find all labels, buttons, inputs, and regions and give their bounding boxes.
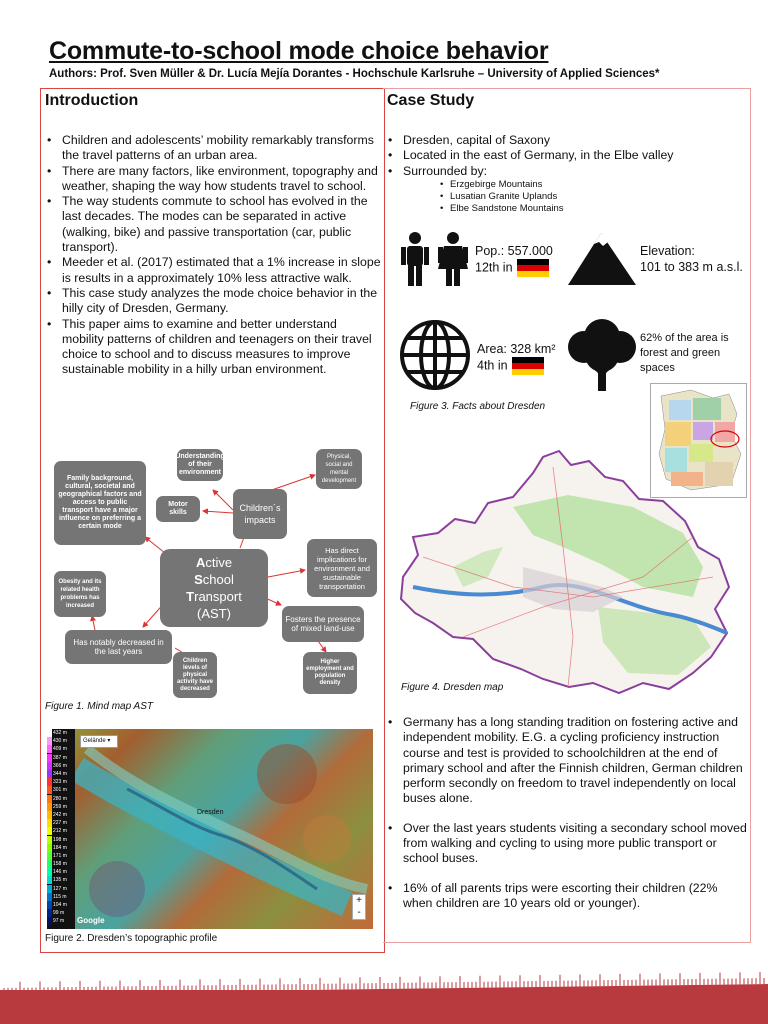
legend-entry <box>47 737 75 745</box>
legend-swatch <box>47 885 52 893</box>
legend-swatch <box>47 770 52 778</box>
central-line-4: (AST) <box>197 606 231 621</box>
introduction-heading: Introduction <box>45 92 139 109</box>
node-fosters: Fosters the presence of mixed land-use <box>282 606 364 642</box>
legend-value: 409 m <box>53 746 67 753</box>
mountain-item: • Erzgebirge Mountains <box>440 179 690 191</box>
legend-entry <box>47 893 75 901</box>
legend-value: 366 m <box>53 762 67 769</box>
case-study-bullet: • Located in the east of Germany, in the Elbe valley <box>386 148 746 163</box>
elevation-legend <box>47 729 75 929</box>
area-value: Area: 328 km² <box>477 342 556 356</box>
node-children-levels: Children levels of physical activity have decreased <box>173 652 217 698</box>
figure-2-caption: Figure 2. Dresden’s topographic profile <box>45 933 218 944</box>
case-study-bullet: • Dresden, capital of Saxony <box>386 133 746 148</box>
surrounding-mountains-list <box>440 179 690 215</box>
bottom-decorative-bar <box>0 990 768 1024</box>
legend-swatch <box>47 819 52 827</box>
central-line-3: Transport <box>186 589 242 604</box>
elevation-fact <box>640 243 743 275</box>
legend-value: 430 m <box>53 738 67 745</box>
legend-entry <box>47 803 75 811</box>
legend-value: 158 m <box>53 861 67 868</box>
ruler-decoration <box>0 966 768 994</box>
area-rank: 4th in <box>477 357 556 375</box>
legend-value: 184 m <box>53 844 67 851</box>
case-study-bullet: • Surrounded by: <box>386 164 746 179</box>
figure-1-caption: Figure 1. Mind map AST <box>45 701 154 712</box>
dresden-map <box>393 437 735 695</box>
population-value: Pop.: 557.000 <box>475 244 553 258</box>
legend-swatch <box>47 917 52 925</box>
finding-bullet: • 16% of all parents trips were escorting their children (22% when children are 10 years old or younger). <box>386 881 748 912</box>
mountain-item: • Elbe Sandstone Mountains <box>440 203 690 215</box>
zoom-in-button[interactable]: + <box>356 895 362 906</box>
node-motor: Motor skills <box>156 496 200 522</box>
legend-entry <box>47 835 75 843</box>
tree-icon <box>566 315 638 391</box>
node-implications: Has direct implications for environment and sustainable transportation <box>307 539 377 597</box>
legend-swatch <box>47 844 52 852</box>
elevation-value: 101 to 383 m a.s.l. <box>640 260 743 274</box>
legend-entry <box>47 909 75 917</box>
legend-swatch <box>47 876 52 884</box>
node-understanding: Understanding of their environment <box>177 449 223 481</box>
node-family: Family background, cultural, societal and geographical factors and access to public transport have a major influence on preferring a certain mode <box>54 461 146 545</box>
mountain-item: • Lusatian Granite Uplands <box>440 191 690 203</box>
legend-value: 344 m <box>53 771 67 778</box>
legend-value: 135 m <box>53 877 67 884</box>
node-decreased: Has notably decreased in the last years <box>65 630 172 664</box>
legend-swatch <box>47 803 52 811</box>
terrain-dropdown-label: Gelände <box>83 738 106 744</box>
legend-entry <box>47 827 75 835</box>
terrain-dropdown[interactable] <box>80 735 118 748</box>
node-physical: Physical, social and mental development <box>316 449 362 489</box>
figure-3-caption: Figure 3. Facts about Dresden <box>410 401 546 412</box>
legend-entry <box>47 745 75 753</box>
intro-bullet: • This case study analyzes the mode choice behavior in the hilly city of Dresden, Germany. <box>45 286 381 317</box>
legend-entry <box>47 795 75 803</box>
legend-entry <box>47 901 75 909</box>
mind-map <box>45 445 380 700</box>
legend-swatch <box>47 836 52 844</box>
people-icon <box>398 231 473 287</box>
forest-fact: 62% of the area is forest and green spaces <box>640 332 729 374</box>
legend-swatch <box>47 762 52 770</box>
legend-entry <box>47 754 75 762</box>
legend-swatch <box>47 893 52 901</box>
authors-line: Authors: Prof. Sven Müller & Dr. Lucía Mejía Dorantes - Hochschule Karlsruhe – University of Applied Sciences* <box>49 68 660 80</box>
legend-entry <box>47 762 75 770</box>
legend-value: 115 m <box>53 893 67 900</box>
legend-swatch <box>47 868 52 876</box>
intro-bullet: • This paper aims to examine and better understand mobility patterns of children and teenagers on their travel choice to school and to discuss measures to improve sustainable mobility in a hilly urban environment. <box>45 317 381 378</box>
legend-entry <box>47 885 75 893</box>
population-rank: 12th in <box>475 259 553 277</box>
legend-value: 198 m <box>53 836 67 843</box>
legend-swatch <box>47 745 52 753</box>
poster-title: Commute-to-school mode choice behavior <box>49 37 549 65</box>
legend-value: 227 m <box>53 820 67 827</box>
google-logo: Google <box>77 916 105 925</box>
legend-swatch <box>47 852 52 860</box>
case-study-list <box>386 133 746 179</box>
legend-entry <box>47 786 75 794</box>
central-line-1: Active <box>195 555 233 570</box>
population-fact <box>475 243 553 277</box>
topo-terrain <box>47 729 373 929</box>
legend-value: 99 m <box>53 910 65 917</box>
mountain-icon <box>566 230 638 286</box>
legend-entry <box>47 811 75 819</box>
globe-icon <box>398 318 472 392</box>
legend-values <box>47 729 75 926</box>
intro-bullet: • The way students commute to school has evolved in the last decades. The modes can be separated in active (walking, bike) and passive transportation (car, public transport). <box>45 194 381 255</box>
legend-swatch <box>47 795 52 803</box>
intro-bullet: • Children and adolescents’ mobility remarkably transforms the travel patterns of an urban area. <box>45 133 381 164</box>
legend-value: 387 m <box>53 754 67 761</box>
legend-value: 171 m <box>53 852 67 859</box>
zoom-controls <box>352 894 366 920</box>
legend-entry <box>47 852 75 860</box>
germany-flag-icon <box>517 259 549 277</box>
germany-flag-icon <box>512 357 544 375</box>
legend-swatch <box>47 860 52 868</box>
central-line-2: School <box>194 572 234 587</box>
findings-list <box>386 715 748 911</box>
finding-bullet: • Over the last years students visiting a secondary school moved from walking and cycling to using more public transport or school buses. <box>386 821 748 867</box>
introduction-list <box>45 133 381 378</box>
legend-swatch <box>47 811 52 819</box>
legend-value: 323 m <box>53 779 67 786</box>
legend-entry <box>47 860 75 868</box>
case-study-heading: Case Study <box>387 92 475 109</box>
zoom-out-button[interactable]: - <box>357 907 361 918</box>
legend-swatch <box>47 786 52 794</box>
area-fact <box>477 341 556 375</box>
node-obesity: Obesity and its related health problems has increased <box>54 571 106 617</box>
legend-value: 280 m <box>53 795 67 802</box>
legend-value: 242 m <box>53 811 67 818</box>
legend-value: 146 m <box>53 869 67 876</box>
legend-entry <box>47 844 75 852</box>
legend-entry <box>47 778 75 786</box>
chevron-down-icon: ▾ <box>107 738 111 744</box>
map-city-label: Dresden <box>197 809 224 816</box>
node-central <box>160 549 268 627</box>
legend-swatch <box>47 909 52 917</box>
topographic-map <box>47 729 373 929</box>
legend-swatch <box>47 901 52 909</box>
legend-value: 97 m <box>53 918 65 925</box>
legend-swatch <box>47 778 52 786</box>
legend-entry <box>47 729 75 737</box>
legend-value: 212 m <box>53 828 67 835</box>
elevation-label: Elevation: <box>640 244 695 258</box>
intro-bullet: • Meeder et al. (2017) estimated that a 1% increase in slope is results in a approximately 10% less attractive walk. <box>45 255 381 286</box>
legend-swatch <box>47 737 52 745</box>
figure-4-caption: Figure 4. Dresden map <box>401 682 504 693</box>
legend-value: 104 m <box>53 902 67 909</box>
legend-entry <box>47 868 75 876</box>
intro-bullet: • There are many factors, like environment, topography and weather, shaping the way how students travel to school. <box>45 164 381 195</box>
legend-entry <box>47 917 75 925</box>
legend-value: 259 m <box>53 803 67 810</box>
legend-swatch <box>47 827 52 835</box>
legend-swatch <box>47 729 52 737</box>
legend-value: 127 m <box>53 885 67 892</box>
node-higher: Higher employment and population density <box>303 652 357 694</box>
legend-value: 432 m <box>53 730 67 737</box>
legend-entry <box>47 770 75 778</box>
legend-value: 301 m <box>53 787 67 794</box>
legend-swatch <box>47 754 52 762</box>
legend-entry <box>47 819 75 827</box>
finding-bullet: • Germany has a long standing tradition on fostering active and independent mobility. E.G. a cycling proficiency instruction course and test is provided to schoolchildren at the end of primary school and after the Finnish children, German children perform secondly on freedom to travel independently on local buses alone. <box>386 715 748 807</box>
node-impacts: Children´s impacts <box>233 489 287 539</box>
legend-entry <box>47 876 75 884</box>
